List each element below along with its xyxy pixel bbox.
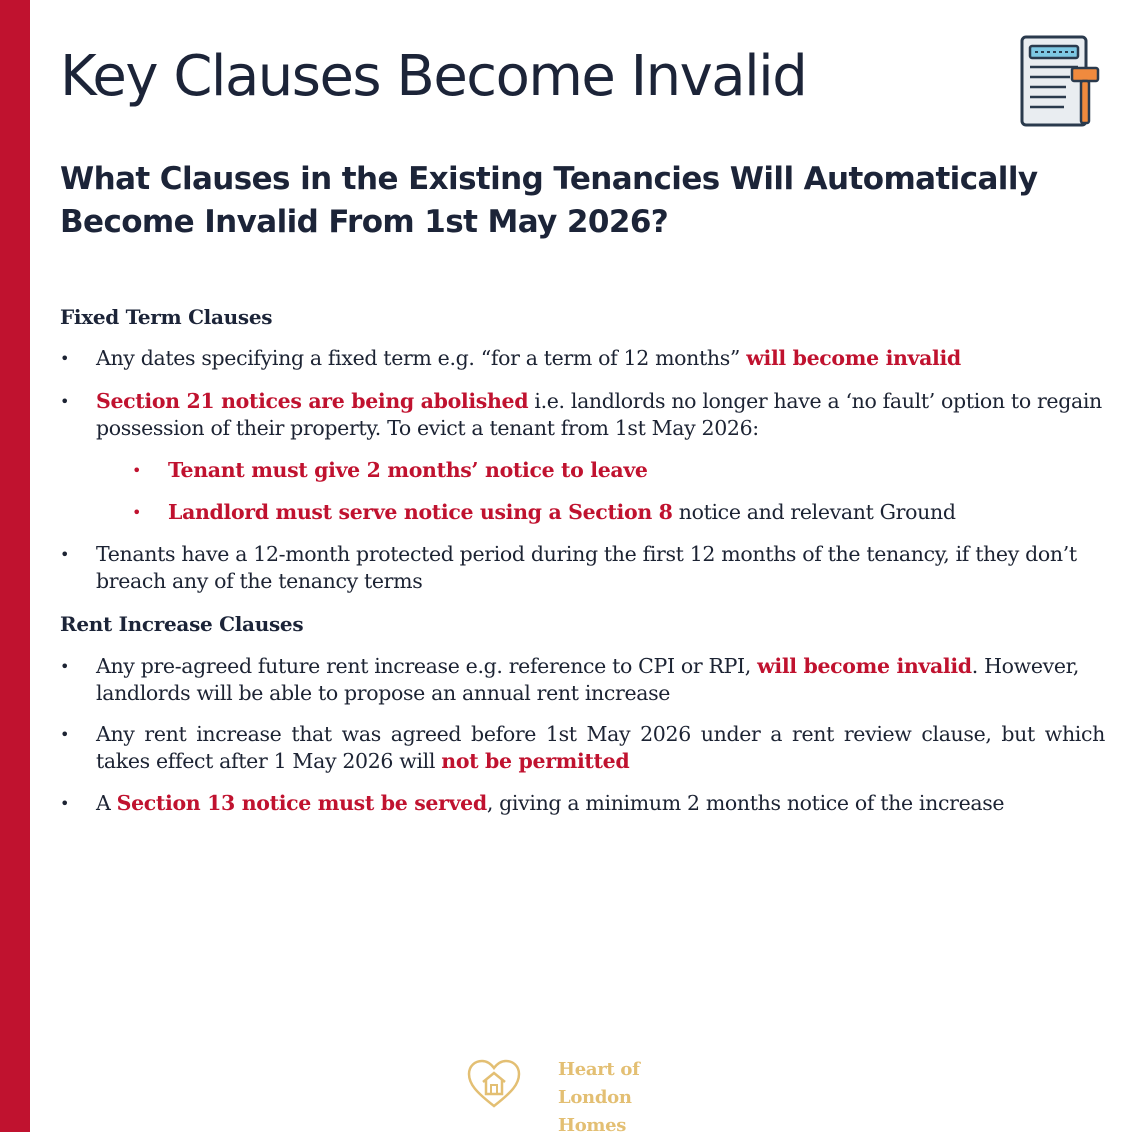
logo-text (558, 1056, 686, 1140)
bullet-icon: • (60, 392, 70, 411)
list-item (60, 721, 1105, 775)
accent-side-bar (0, 0, 30, 1132)
bullet-icon: • (60, 545, 70, 564)
bullet-icon: • (60, 794, 70, 813)
list-item (60, 541, 1105, 595)
bullet-text: Any pre-agreed future rent increase e.g. reference to CPI or RPI, (96, 654, 758, 678)
list-item (60, 653, 1105, 707)
highlight-text: will become invalid (746, 346, 961, 370)
bullet-icon: • (60, 657, 70, 676)
highlight-text: will become invalid (757, 654, 972, 678)
logo-line-1: Heart of (558, 1059, 640, 1080)
list-item (132, 457, 1102, 484)
bullet-text: , giving a minimum 2 months notice of the increase (486, 791, 1005, 815)
list-item (60, 345, 1105, 372)
bullet-icon: • (60, 725, 70, 744)
bullet-icon: • (132, 503, 142, 522)
list-item (132, 499, 1102, 526)
bullet-text: Any rent increase that was agreed before 1st May 2026 under a rent review clause, but which takes effect after 1 May 2026 will (96, 722, 1105, 773)
highlight-text: not be permitted (441, 749, 630, 773)
bullet-icon: • (60, 349, 70, 368)
bullet-icon: • (132, 461, 142, 480)
highlight-text: Tenant must give 2 months’ notice to leave (168, 458, 648, 482)
contract-gavel-icon (1018, 34, 1100, 130)
bullet-text: i.e. landlords no longer have a ‘no fault’ option to regain possession of their property. To evict a tenant from 1st May 2026: (96, 389, 1102, 440)
bullet-text: Tenants have a 12-month protected period during the first 12 months of the tenancy, if they don’t breach any of the tenancy terms (96, 542, 1077, 593)
bullet-text: Any dates specifying a fixed term e.g. “for a term of 12 months” (96, 346, 747, 370)
rent-increase-heading: Rent Increase Clauses (60, 612, 304, 636)
company-logo (466, 1056, 686, 1136)
bullet-text: notice and relevant Ground (672, 500, 956, 524)
bullet-text: . However, landlords will be able to propose an annual rent increase (96, 654, 1080, 705)
fixed-term-heading: Fixed Term Clauses (60, 305, 273, 329)
list-item (60, 388, 1105, 442)
highlight-text: Section 13 notice must be served (116, 791, 487, 815)
highlight-text: Landlord must serve notice using a Section 8 (168, 500, 673, 524)
heart-house-icon (466, 1058, 522, 1110)
list-item (60, 790, 1105, 817)
page-title: Key Clauses Become Invalid (60, 44, 807, 109)
logo-line-2: London Homes (558, 1087, 632, 1136)
page-subtitle: What Clauses in the Existing Tenancies Will Automatically Become Invalid From 1st May 2026? (60, 161, 1038, 240)
bullet-text: A (96, 791, 117, 815)
highlight-text: Section 21 notices are being abolished (96, 389, 529, 413)
